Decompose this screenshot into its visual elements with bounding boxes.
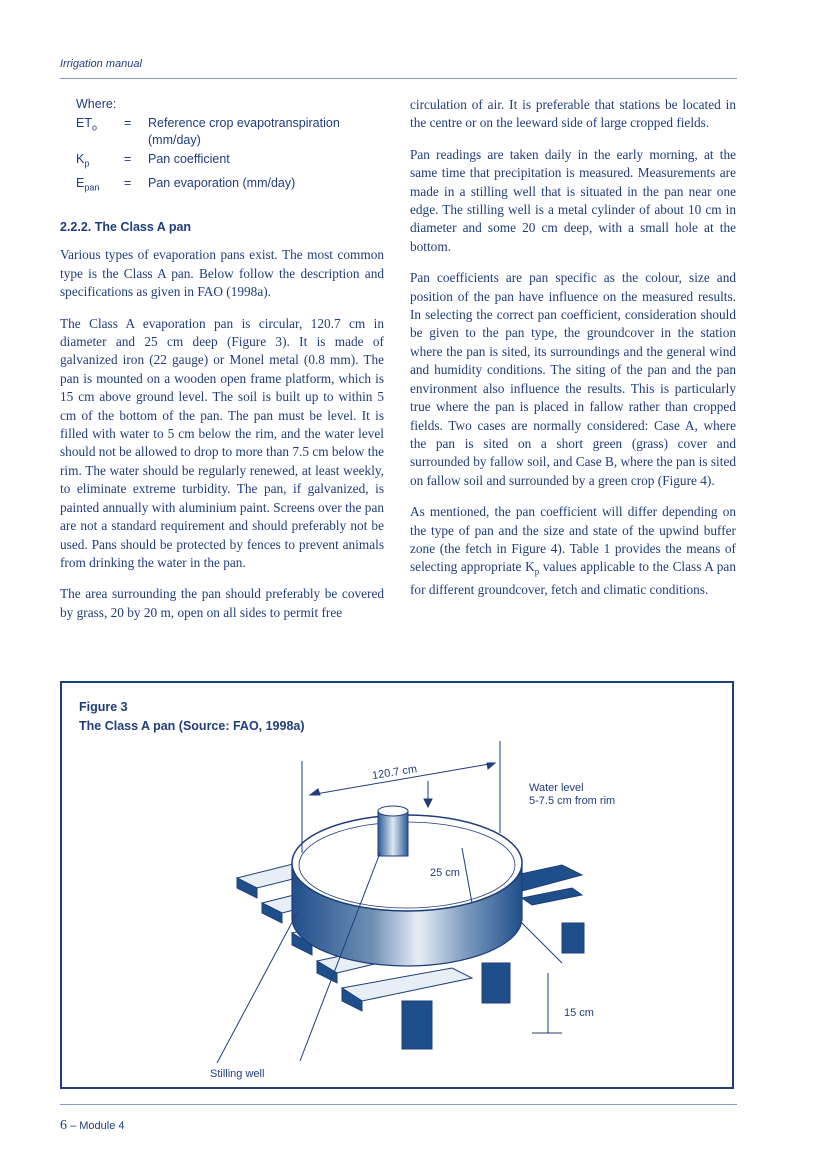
where-label: Where: (76, 97, 117, 111)
paragraph-text: values applicable to the Class A pan for different groundcover, fetch and climatic conditions. (410, 559, 736, 598)
where-row (76, 175, 384, 197)
definition: Pan evaporation (mm/day) (148, 175, 296, 190)
equals: = (124, 175, 132, 190)
symbol-subscript: pan (84, 182, 100, 192)
running-header: Irrigation manual (60, 58, 142, 70)
equals: = (124, 152, 132, 166)
where-row (76, 115, 384, 149)
diameter-label: 120.7 cm (371, 763, 418, 783)
figure-box (60, 681, 734, 1089)
paragraph: circulation of air. It is preferable that stations be located in the centre or on the leeward side of large cropped fields. (410, 97, 736, 131)
stilling-well-label: Stilling well (210, 1068, 265, 1080)
paragraph: Various types of evaporation pans exist. The most common type is the Class A pan. Below follow the description and specifications as given in FAO (1998a). (60, 247, 384, 300)
kp-subscript: p (534, 567, 540, 577)
figure-title: The Class A pan (Source: FAO, 1998a) (79, 719, 305, 733)
water-level-label: Water level (529, 782, 584, 794)
symbol-subscript: o (91, 122, 97, 133)
where-row (76, 151, 384, 173)
paragraph (410, 503, 736, 600)
class-a-pan-illustration (62, 683, 732, 1087)
paragraph: The Class A evaporation pan is circular, 120.7 cm in diameter and 25 cm deep (Figure 3). It is made of galvanized iron (22 gauge) or Monel metal (0.8 mm). The pan is mounted on a wooden open frame platform, which is 15 cm above ground level. The soil is built up to within 5 cm of the bottom of the pan. The pan must be level. It is filled with water to 5 cm below the rim, and the water level should not be allowed to drop to more than 7.5 cm below the rim. The water should be regularly renewed, at least weekly, to eliminate extreme turbidity. The pan, if galvanized, is painted annually with aluminium paint. Screens over the pan are not a standard requirement and should preferably not be used. Pans should be protected by fences to prevent animals from drinking the water in the pan. (60, 315, 384, 570)
figure-number: Figure 3 (79, 700, 128, 714)
where-block (76, 96, 384, 196)
left-column (60, 96, 384, 635)
header-rule (60, 78, 737, 79)
depth-label: 25 cm (430, 867, 460, 879)
paragraph: The area surrounding the pan should preferably be covered by grass, 20 by 20 m, open on all sides to permit free (60, 586, 384, 620)
paragraph-text: As mentioned, the pan coefficient will differ depending on the type of pan and the size and state of the upwind buffer zone (the fetch in Figure 4). Table 1 provides the means of selecting appropriate K (410, 504, 736, 575)
symbol-subscript: p (84, 158, 90, 169)
symbol: ET (76, 116, 92, 130)
footer-rule (60, 1104, 737, 1105)
definition: Reference crop evapotranspiration (mm/day) (148, 116, 340, 147)
module-label: Module 4 (79, 1120, 125, 1132)
paragraph: Pan readings are taken daily in the early morning, at the same time that precipitation is measured. Measurements are made in a stilling well that is situated in the pan near one edge. The stilling well is a metal cylinder of about 10 cm in diameter and some 20 cm deep, with a small hole at the bottom. (410, 146, 736, 254)
right-column (410, 96, 736, 613)
page-number: 6 (60, 1118, 67, 1133)
section-heading: 2.2.2. The Class A pan (60, 220, 192, 234)
page-footer (60, 1118, 125, 1134)
equals: = (124, 116, 132, 130)
footer-dash: – (70, 1120, 77, 1132)
definition: Pan coefficient (148, 152, 230, 166)
paragraph: Pan coefficients are pan specific as the colour, size and position of the pan have influence on the measured results. In selecting the correct pan coefficient, consideration should be given to the pan type, the groundcover in the station where the pan is sited, its surroundings and the general wind and humidity conditions. The siting of the pan and the pan environment also influence the results. This is particularly true where the pan is placed in fallow rather than cropped fields. Two cases are normally considered: Case A, where the pan is sited on a short green (grass) cover and surrounded by fallow soil, and Case B, where the pan is sited on fallow soil and surrounded by a green crop (Figure 4). (410, 270, 736, 488)
height-label: 15 cm (564, 1007, 594, 1019)
stilling-well-top (378, 806, 408, 816)
symbol: E (76, 175, 85, 190)
symbol: K (76, 152, 85, 166)
stilling-well-body (378, 811, 408, 856)
water-level-range-label: 5-7.5 cm from rim (529, 795, 616, 807)
